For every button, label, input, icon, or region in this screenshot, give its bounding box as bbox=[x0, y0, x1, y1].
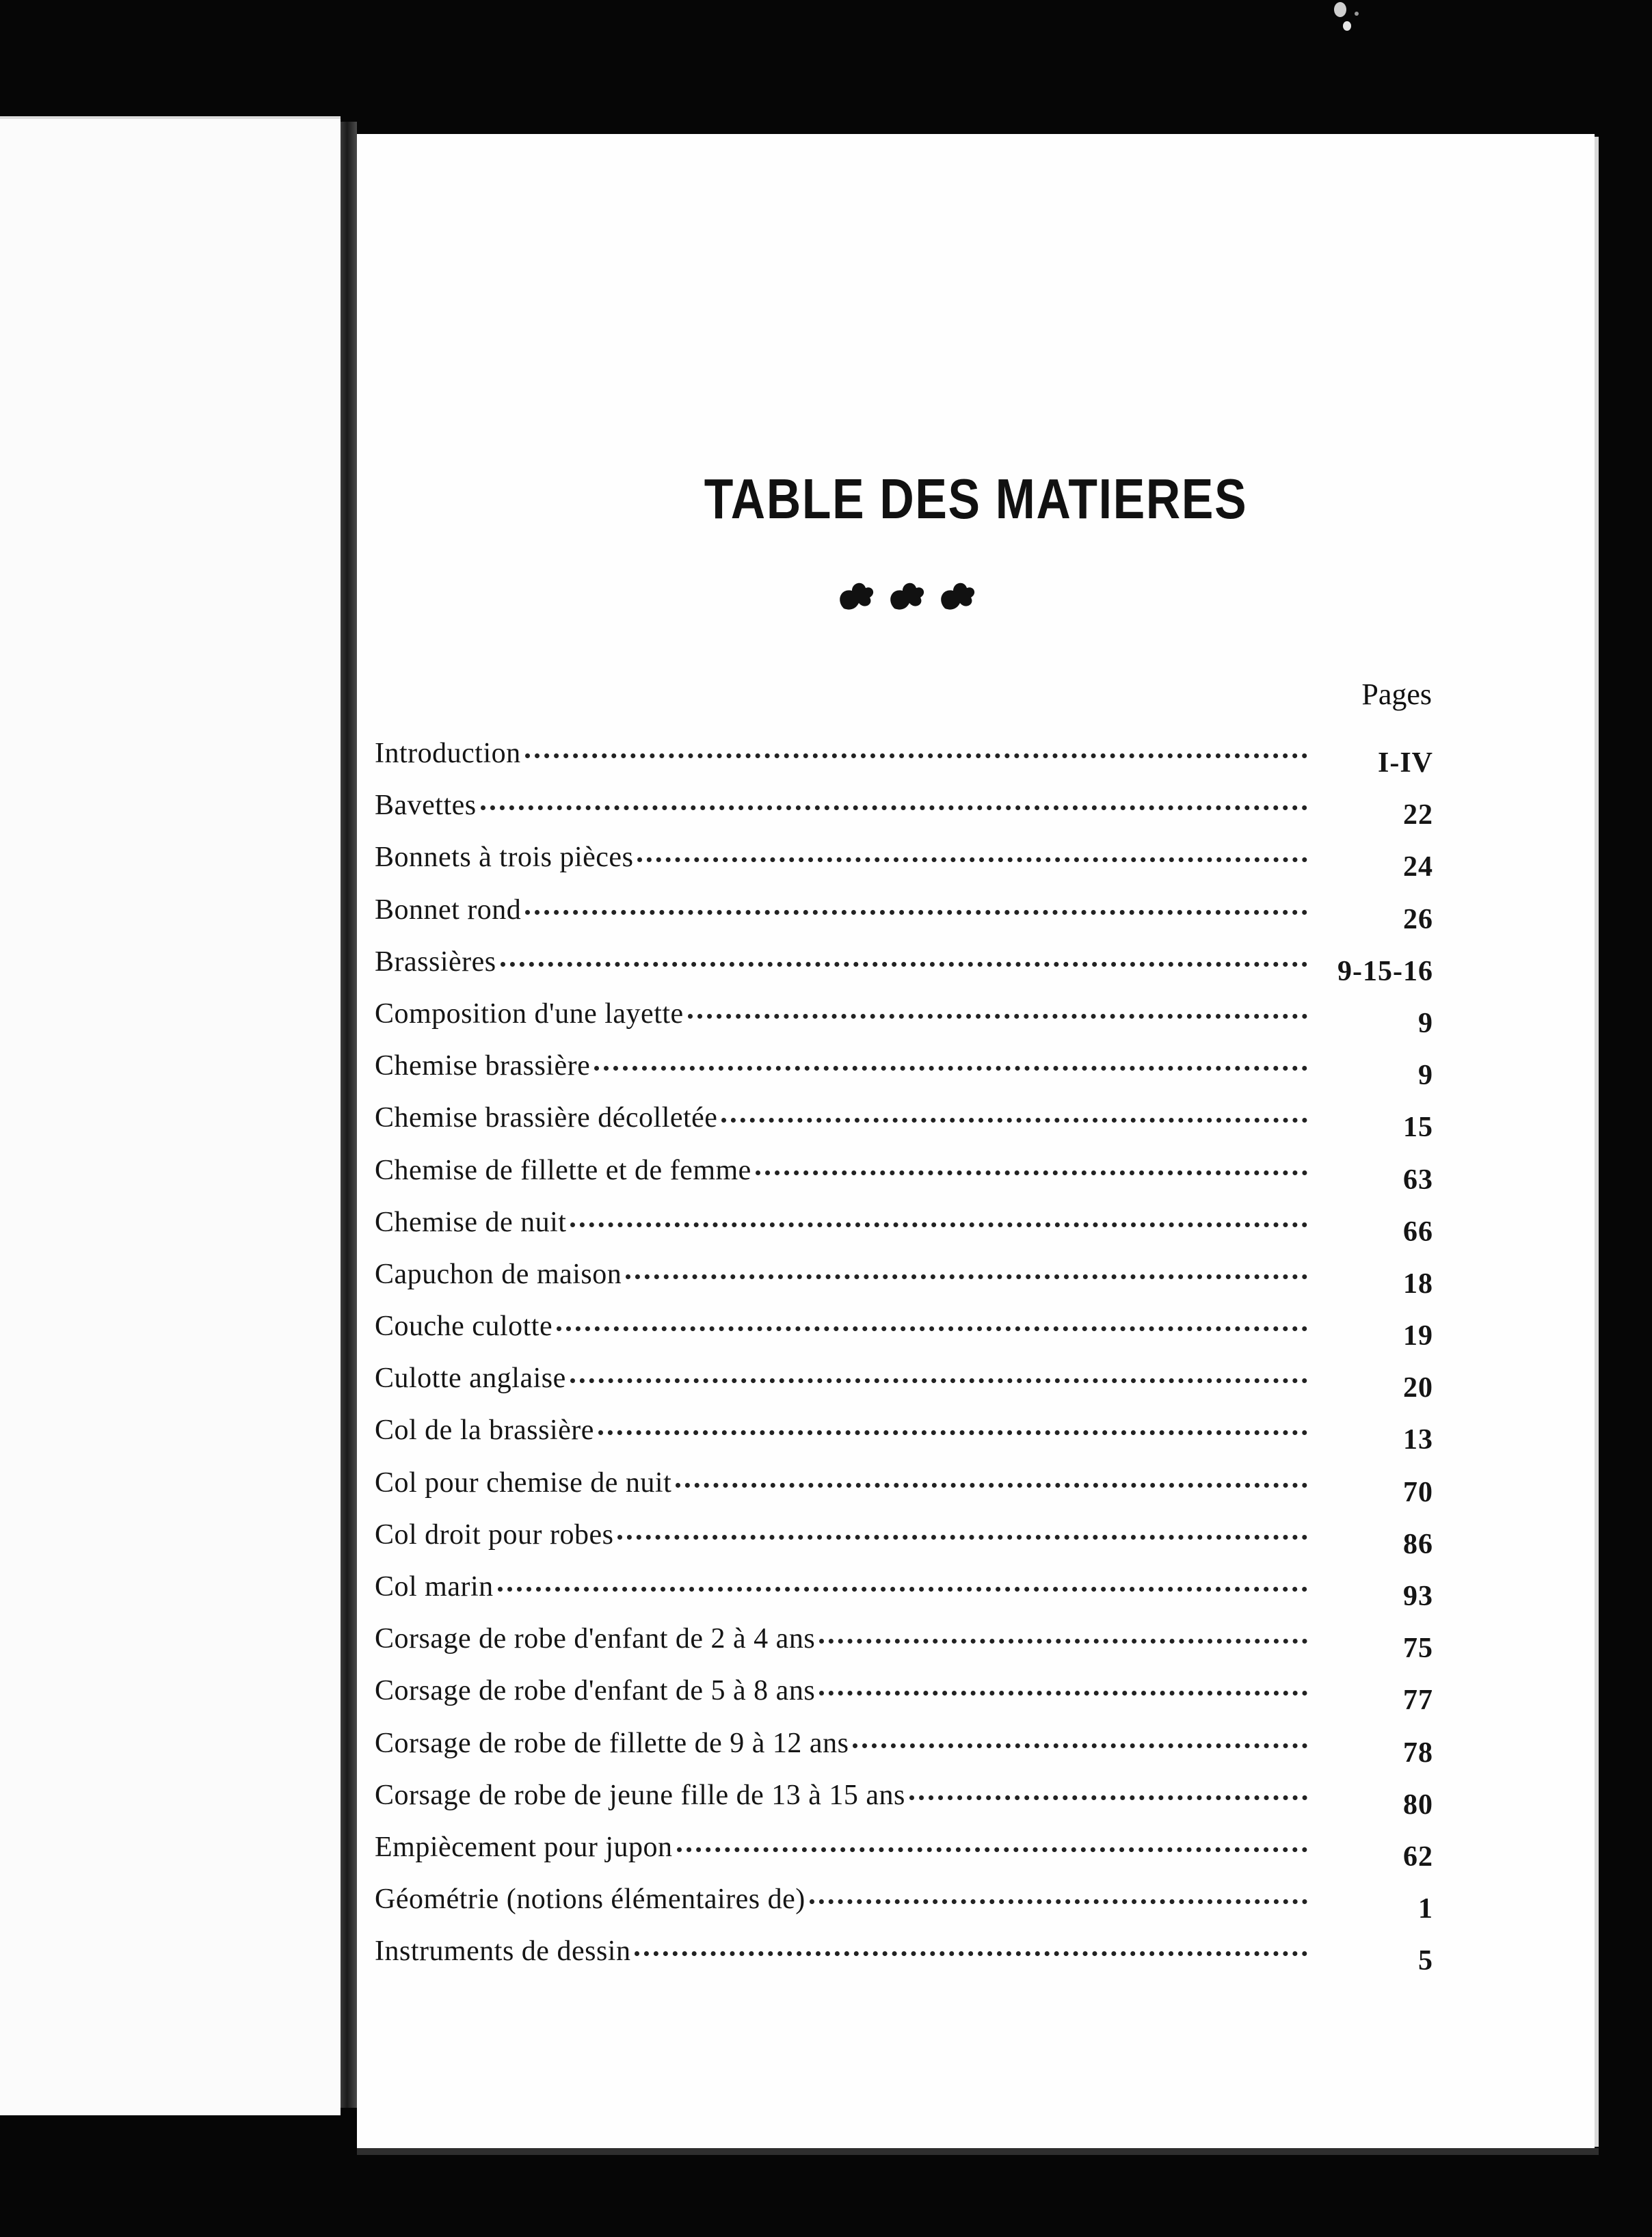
dot-leader bbox=[617, 1535, 1307, 1540]
toc-entry-title: Col marin bbox=[375, 1571, 494, 1603]
toc-entry bbox=[375, 1101, 1433, 1153]
toc-entry-title: Col de la brassière bbox=[375, 1415, 594, 1447]
toc-entry-title: Couche culotte bbox=[375, 1311, 553, 1343]
toc-entry-page: 5 bbox=[1418, 1945, 1433, 1977]
toc-entry bbox=[375, 997, 1433, 1049]
dot-leader bbox=[594, 1066, 1307, 1071]
toc-entry-page: 75 bbox=[1403, 1633, 1433, 1665]
toc-entry bbox=[375, 894, 1433, 946]
scan-specks bbox=[1327, 0, 1409, 48]
toc-entry-title: Chemise de nuit bbox=[375, 1206, 567, 1238]
dot-leader bbox=[853, 1743, 1307, 1748]
toc-entry-page: 20 bbox=[1403, 1372, 1433, 1404]
toc-entry bbox=[375, 1362, 1433, 1414]
toc-entry-page: 93 bbox=[1403, 1581, 1433, 1612]
dot-leader bbox=[557, 1326, 1307, 1331]
toc-entry-page: 24 bbox=[1403, 851, 1433, 883]
toc-entry-page: 62 bbox=[1403, 1840, 1433, 1873]
toc-entry-title: Bavettes bbox=[375, 790, 477, 822]
toc-entry bbox=[375, 789, 1433, 841]
toc-entry-title: Bonnet rond bbox=[375, 894, 522, 926]
toc-entry-title: Col droit pour robes bbox=[375, 1518, 614, 1551]
toc-entry-title: Chemise brassière bbox=[375, 1050, 591, 1082]
dot-leader bbox=[498, 1587, 1307, 1592]
dot-leader bbox=[721, 1118, 1307, 1123]
toc-entry-title: Composition d'une layette bbox=[375, 997, 684, 1030]
toc-entry-title: Empiècement pour jupon bbox=[375, 1831, 673, 1863]
toc-entry bbox=[375, 1622, 1433, 1674]
toc-entry-page: 13 bbox=[1403, 1424, 1433, 1456]
toc-entry bbox=[375, 1049, 1433, 1101]
toc-entry-title: Bonnets à trois pièces bbox=[375, 842, 634, 874]
toc-entry-page: 86 bbox=[1403, 1528, 1433, 1560]
toc-entry bbox=[375, 1935, 1433, 1987]
toc-entry-title: Col pour chemise de nuit bbox=[375, 1466, 672, 1499]
toc-entry-page: 9 bbox=[1418, 1060, 1433, 1092]
toc-entry-title: Chemise brassière décolletée bbox=[375, 1102, 718, 1134]
toc-entry-page: 15 bbox=[1403, 1112, 1433, 1144]
dot-leader bbox=[688, 1014, 1307, 1019]
toc-entry bbox=[375, 1727, 1433, 1779]
toc-entry-page: 1 bbox=[1418, 1893, 1433, 1925]
toc-entry-title: Instruments de dessin bbox=[375, 1935, 631, 1968]
toc-entry-page: 77 bbox=[1403, 1685, 1433, 1717]
toc-entry bbox=[375, 1414, 1433, 1466]
dot-leader bbox=[525, 753, 1307, 758]
toc-entry-title: Chemise de fillette et de femme bbox=[375, 1154, 751, 1186]
toc-entry-page: 66 bbox=[1403, 1216, 1433, 1248]
toc-entry bbox=[375, 1206, 1433, 1258]
toc-entry bbox=[375, 841, 1433, 893]
toc-entry bbox=[375, 1831, 1433, 1883]
toc-entry-page: 80 bbox=[1403, 1789, 1433, 1821]
toc-entry-page: 22 bbox=[1403, 799, 1433, 831]
toc-entry-page: 18 bbox=[1403, 1268, 1433, 1300]
dot-leader bbox=[756, 1170, 1307, 1175]
dot-leader bbox=[819, 1639, 1307, 1644]
pages-column-header: Pages bbox=[1361, 678, 1432, 711]
toc-entry-title: Culotte anglaise bbox=[375, 1363, 566, 1395]
dot-leader bbox=[598, 1430, 1307, 1435]
dot-leader bbox=[626, 1274, 1307, 1279]
left-blank-page bbox=[0, 116, 341, 2115]
dot-leader bbox=[570, 1378, 1307, 1383]
page-bottom-edge bbox=[357, 2148, 1599, 2155]
toc-entry-title: Capuchon de maison bbox=[375, 1258, 622, 1290]
book-gutter bbox=[341, 122, 357, 2108]
dot-leader bbox=[501, 962, 1307, 967]
dot-leader bbox=[909, 1795, 1307, 1800]
toc-entry bbox=[375, 737, 1433, 789]
toc-entry bbox=[375, 1466, 1433, 1518]
dot-leader bbox=[676, 1483, 1307, 1488]
toc-entry-page: 26 bbox=[1403, 903, 1433, 935]
toc-entry-title: Géométrie (notions élémentaires de) bbox=[375, 1884, 805, 1916]
toc-entry bbox=[375, 1518, 1433, 1570]
page-edge bbox=[1595, 137, 1599, 2147]
dot-leader bbox=[525, 910, 1307, 915]
dot-leader bbox=[635, 1951, 1307, 1956]
toc-entry-page: I-IV bbox=[1377, 747, 1433, 779]
toc-entry-page: 70 bbox=[1403, 1476, 1433, 1508]
toc-entry bbox=[375, 1883, 1433, 1935]
toc-entry-title: Corsage de robe d'enfant de 5 à 8 ans bbox=[375, 1675, 816, 1707]
table-of-contents bbox=[375, 737, 1433, 1987]
dot-leader bbox=[810, 1899, 1307, 1904]
toc-entry-page: 78 bbox=[1403, 1737, 1433, 1769]
toc-entry bbox=[375, 1779, 1433, 1831]
toc-entry-page: 19 bbox=[1403, 1320, 1433, 1352]
page-title: TABLE DES MATIERES bbox=[704, 467, 1248, 531]
toc-entry-title: Corsage de robe d'enfant de 2 à 4 ans bbox=[375, 1623, 816, 1655]
fleuron-ornament bbox=[831, 573, 982, 621]
dot-leader bbox=[481, 805, 1307, 810]
dot-leader bbox=[570, 1222, 1307, 1227]
toc-entry bbox=[375, 1258, 1433, 1310]
toc-entry bbox=[375, 1154, 1433, 1206]
toc-entry-title: Corsage de robe de jeune fille de 13 à 15 ans bbox=[375, 1779, 905, 1811]
dot-leader bbox=[637, 857, 1307, 862]
toc-entry bbox=[375, 1674, 1433, 1726]
toc-entry-title: Introduction bbox=[375, 738, 521, 769]
toc-entry-title: Brassières bbox=[375, 946, 496, 978]
toc-entry-page: 9 bbox=[1418, 1007, 1433, 1039]
dot-leader bbox=[819, 1691, 1307, 1696]
toc-entry bbox=[375, 1310, 1433, 1362]
toc-entry-title: Corsage de robe de fillette de 9 à 12 ans bbox=[375, 1727, 849, 1759]
toc-entry bbox=[375, 946, 1433, 997]
dot-leader bbox=[677, 1847, 1307, 1852]
toc-entry bbox=[375, 1570, 1433, 1622]
toc-entry-page: 63 bbox=[1403, 1164, 1433, 1196]
toc-entry-page: 9-15-16 bbox=[1337, 955, 1433, 987]
